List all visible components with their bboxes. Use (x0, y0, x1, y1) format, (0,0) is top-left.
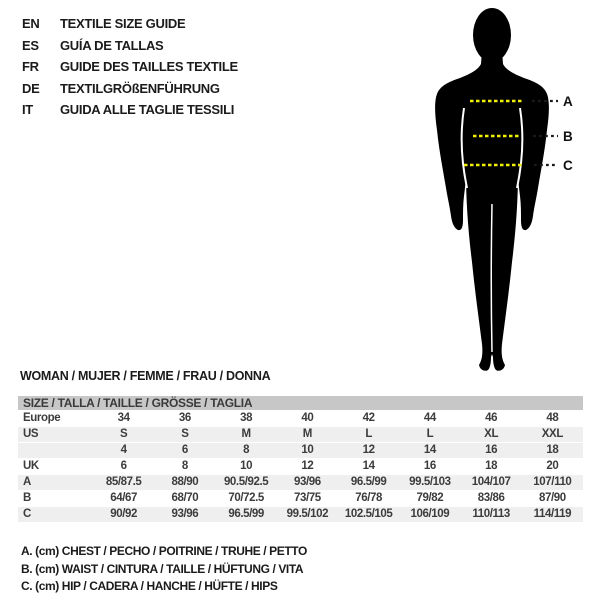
language-code: FR (22, 59, 39, 74)
language-label: TEXTILGRÖßENFÜHRUNG (60, 80, 220, 96)
language-label: GUIDA ALLE TAGLIE TESSILI (60, 102, 235, 117)
table-cell: 14 (362, 460, 375, 472)
size-table-header: SIZE / TALLA / TAILLE / GRÖSSE / TAGLIA (18, 396, 583, 410)
table-cell: 104/107 (471, 476, 511, 488)
table-cell: 79/82 (416, 492, 444, 504)
table-cell: 12 (362, 444, 375, 456)
table-cell: 99.5/102 (286, 508, 329, 520)
language-item (22, 56, 238, 78)
legend-item: C. (cm) HIP / CADERA / HANCHE / HÜFTE / HIPS (21, 579, 278, 594)
language-code: EN (22, 16, 40, 31)
table-cell: 93/96 (171, 508, 199, 520)
language-code: IT (22, 102, 33, 117)
table-cell: 10 (301, 444, 314, 456)
hip-label: C (563, 158, 573, 173)
row-label: US (23, 428, 39, 440)
row-label: C (23, 508, 31, 520)
table-cell: 83/86 (477, 492, 505, 504)
table-cell: 6 (120, 460, 127, 472)
table-cell: 110/113 (472, 508, 510, 520)
table-cell: 70/72.5 (228, 492, 264, 504)
table-cell: 106/109 (410, 508, 450, 520)
table-cell: 34 (117, 412, 130, 424)
language-list (22, 13, 238, 121)
table-cell: 90/92 (110, 508, 138, 520)
table-cell: 38 (240, 412, 253, 424)
legend-item: B. (cm) WAIST / CINTURA / TAILLE / HÜFTUNG / VITA (21, 561, 304, 576)
table-cell: M (302, 428, 312, 440)
table-cell: 88/90 (171, 476, 199, 488)
table-cell: 44 (423, 412, 436, 424)
table-cell: 8 (181, 460, 188, 472)
language-item (22, 78, 238, 100)
language-code: ES (22, 37, 39, 53)
table-cell: 12 (301, 460, 314, 472)
table-cell: 64/67 (110, 492, 138, 504)
table-row (18, 427, 583, 442)
table-cell: 16 (423, 460, 436, 472)
table-cell: S (119, 428, 128, 440)
table-row (18, 475, 583, 490)
table-cell: 107/110 (533, 476, 572, 488)
table-cell: XXL (541, 428, 563, 440)
legend-item: A. (cm) CHEST / PECHO / POITRINE / TRUHE / PETTO (21, 544, 307, 558)
table-cell: L (365, 428, 372, 440)
language-label: GUÍA DE TALLAS (60, 37, 164, 53)
section-title: WOMAN / MUJER / FEMME / FRAU / DONNA (20, 369, 271, 383)
row-label: Europe (23, 412, 61, 424)
chest-label: A (563, 94, 573, 109)
language-label: GUIDE DES TAILLES TEXTILE (60, 59, 238, 74)
table-cell: 36 (178, 412, 191, 424)
table-row (18, 459, 583, 474)
table-row (18, 443, 583, 458)
table-cell: XL (484, 428, 499, 440)
table-cell: 90.5/92.5 (223, 476, 269, 488)
table-cell: 114/119 (533, 508, 572, 520)
size-table-body (18, 411, 583, 522)
woman-silhouette-svg (420, 4, 580, 376)
waist-label: B (563, 129, 573, 144)
table-cell: 10 (240, 460, 253, 472)
table-cell: M (241, 428, 251, 440)
size-table (18, 396, 583, 522)
language-item (22, 13, 238, 35)
table-cell: 76/78 (355, 492, 383, 504)
table-cell: 68/70 (171, 492, 199, 504)
woman-silhouette-figure (420, 4, 580, 376)
table-cell: 46 (485, 412, 498, 424)
language-label: TEXTILE SIZE GUIDE (60, 16, 186, 31)
table-row (18, 491, 583, 506)
table-cell: 4 (120, 444, 127, 456)
table-cell: 20 (546, 460, 559, 472)
table-row (18, 411, 583, 426)
table-cell: 14 (423, 444, 436, 456)
row-label: UK (23, 460, 39, 472)
table-cell: 48 (546, 412, 559, 424)
language-code: DE (22, 80, 40, 96)
table-cell: 42 (362, 412, 375, 424)
table-cell: 18 (546, 444, 559, 456)
language-item (22, 35, 238, 57)
table-cell: 85/87.5 (105, 476, 142, 488)
table-cell: 93/96 (293, 476, 321, 488)
table-cell: 73/75 (293, 492, 321, 504)
table-cell: 96.5/99 (350, 476, 387, 488)
table-cell: 8 (243, 444, 250, 456)
row-label (18, 443, 93, 458)
row-label: B (23, 492, 31, 504)
legend-list (21, 543, 307, 596)
table-cell: 96.5/99 (228, 508, 264, 520)
table-cell: 102.5/105 (344, 508, 393, 520)
table-cell: 99.5/103 (409, 476, 451, 488)
language-item (22, 99, 238, 121)
table-cell: 87/90 (538, 492, 566, 504)
table-cell: 40 (301, 412, 314, 424)
table-row (18, 507, 583, 522)
table-cell: 18 (485, 460, 498, 472)
table-cell: 16 (485, 444, 498, 456)
table-cell: S (181, 428, 189, 440)
table-cell: 6 (181, 444, 188, 456)
row-label: A (23, 476, 31, 488)
table-cell: L (426, 428, 434, 440)
